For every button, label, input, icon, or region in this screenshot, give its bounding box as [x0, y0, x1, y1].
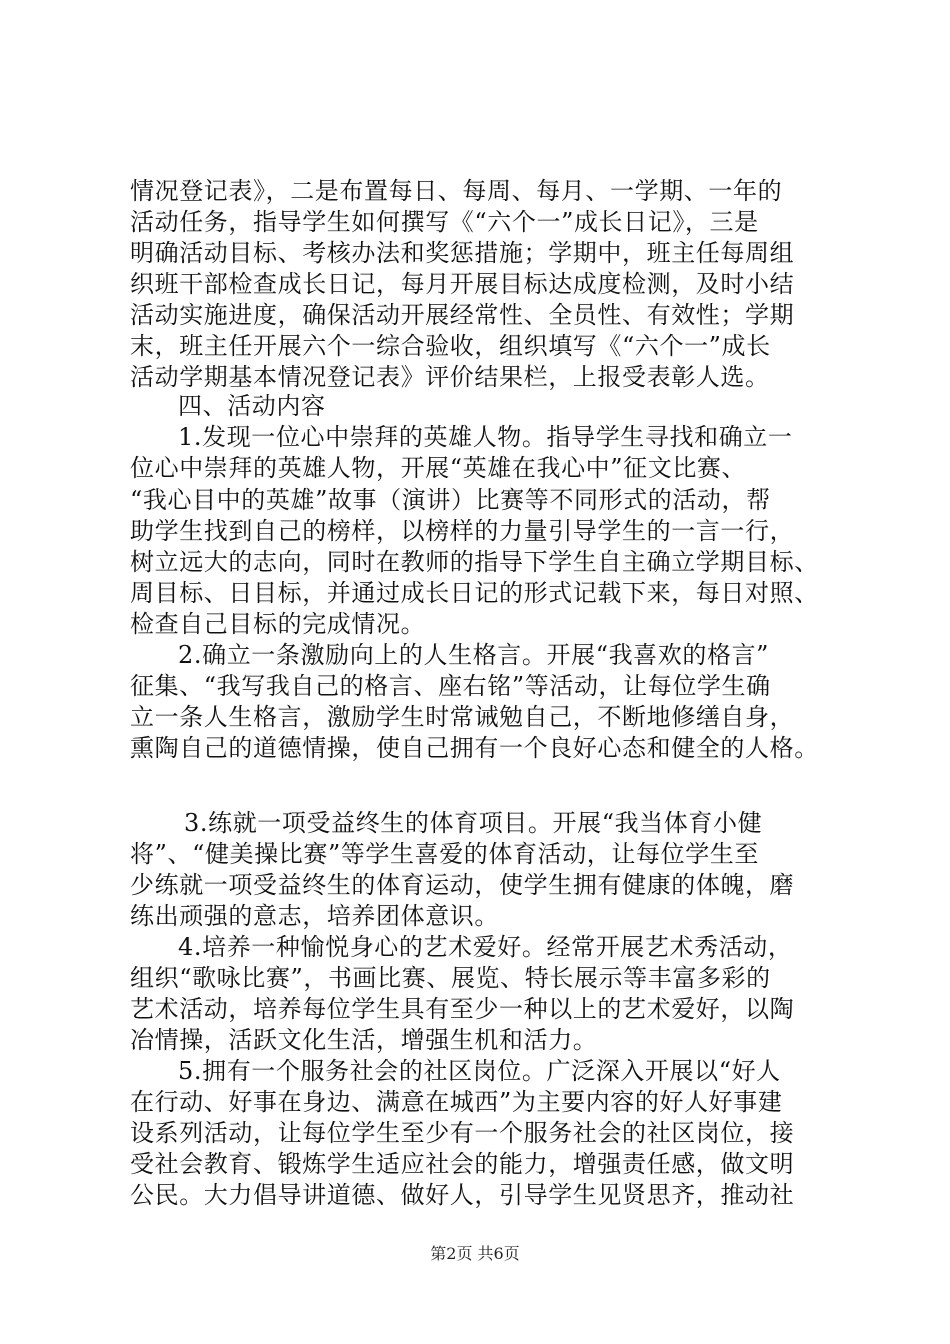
item-5-heading-line: 5.拥有一个服务社会的社区岗位。广泛深入开展以“好人 [178, 1056, 781, 1085]
text-line: 活动实施进度，确保活动开展经常性、全员性、有效性；学期 [130, 301, 795, 330]
text-line: 设系列活动，让每位学生至少有一个服务社会的社区岗位，接 [130, 1118, 795, 1147]
text-line: 末，班主任开展六个一综合验收，组织填写《“六个一”成长 [130, 332, 771, 361]
text-line: 熏陶自己的道德情操，使自己拥有一个良好心态和健全的人格。 [130, 733, 819, 762]
item-1-heading-line: 1.发现一位心中崇拜的英雄人物。指导学生寻找和确立一 [178, 423, 793, 452]
text-line: 受社会教育、锻炼学生适应社会的能力，增强责任感，做文明 [130, 1149, 795, 1178]
text-line: 练出顽强的意志，培养团体意识。 [130, 901, 499, 930]
text-line: 周目标、日目标，并通过成长日记的形式记载下来，每日对照、 [130, 578, 819, 607]
item-2-heading-line: 2.确立一条激励向上的人生格言。开展“我喜欢的格言” [178, 640, 770, 669]
text-line: 树立远大的志向，同时在教师的指导下学生自主确立学期目标、 [130, 547, 819, 576]
text-line: 征集、“我写我自己的格言、座右铭”等活动，让每位学生确 [130, 671, 771, 700]
text-line: 立一条人生格言，激励学生时常诫勉自己，不断地修缮自身， [130, 702, 795, 731]
text-line: 公民。大力倡导讲道德、做好人，引导学生见贤思齐，推动社 [130, 1181, 795, 1209]
text-line: 冶情操，活跃文化生活，增强生机和活力。 [130, 1025, 598, 1054]
text-line: 艺术活动，培养每位学生具有至少一种以上的艺术爱好，以陶 [130, 994, 795, 1023]
text-line: 位心中崇拜的英雄人物，开展“英雄在我心中”征文比赛、 [130, 454, 747, 483]
section-heading: 四、活动内容 [178, 392, 326, 421]
text-line: “我心目中的英雄”故事（演讲）比赛等不同形式的活动，帮 [130, 485, 771, 514]
text-line: 情况登记表》，二是布置每日、每周、每月、一学期、一年的 [130, 177, 783, 205]
text-line: 活动学期基本情况登记表》评价结果栏，上报受表彰人选。 [130, 363, 770, 392]
text-line: 少练就一项受益终生的体育运动，使学生拥有健康的体魄，磨 [130, 870, 795, 899]
text-line: 将”、“健美操比赛”等学生喜爱的体育活动，让每位学生至 [130, 839, 760, 868]
text-line: 检查自己目标的完成情况。 [130, 609, 426, 638]
text-line: 助学生找到自己的榜样，以榜样的力量引导学生的一言一行， [130, 516, 795, 545]
text-line: 织班干部检查成长日记，每月开展目标达成度检测，及时小结 [130, 270, 795, 299]
text-line: 活动任务，指导学生如何撰写《“六个一”成长日记》，三是 [130, 208, 759, 237]
text-line: 组织“歌咏比赛”，书画比赛、展览、特长展示等丰富多彩的 [130, 963, 771, 992]
item-3-heading-line: 3.练就一项受益终生的体育项目。开展“我当体育小健 [184, 808, 763, 837]
page-number-footer: 第2页 共6页 [430, 1244, 520, 1263]
text-line: 明确活动目标、考核办法和奖惩措施；学期中，班主任每周组 [130, 239, 795, 268]
text-line: 在行动、好事在身边、满意在城西”为主要内容的好人好事建 [130, 1087, 783, 1116]
item-4-heading-line: 4.培养一种愉悦身心的艺术爱好。经常开展艺术秀活动， [178, 932, 793, 961]
